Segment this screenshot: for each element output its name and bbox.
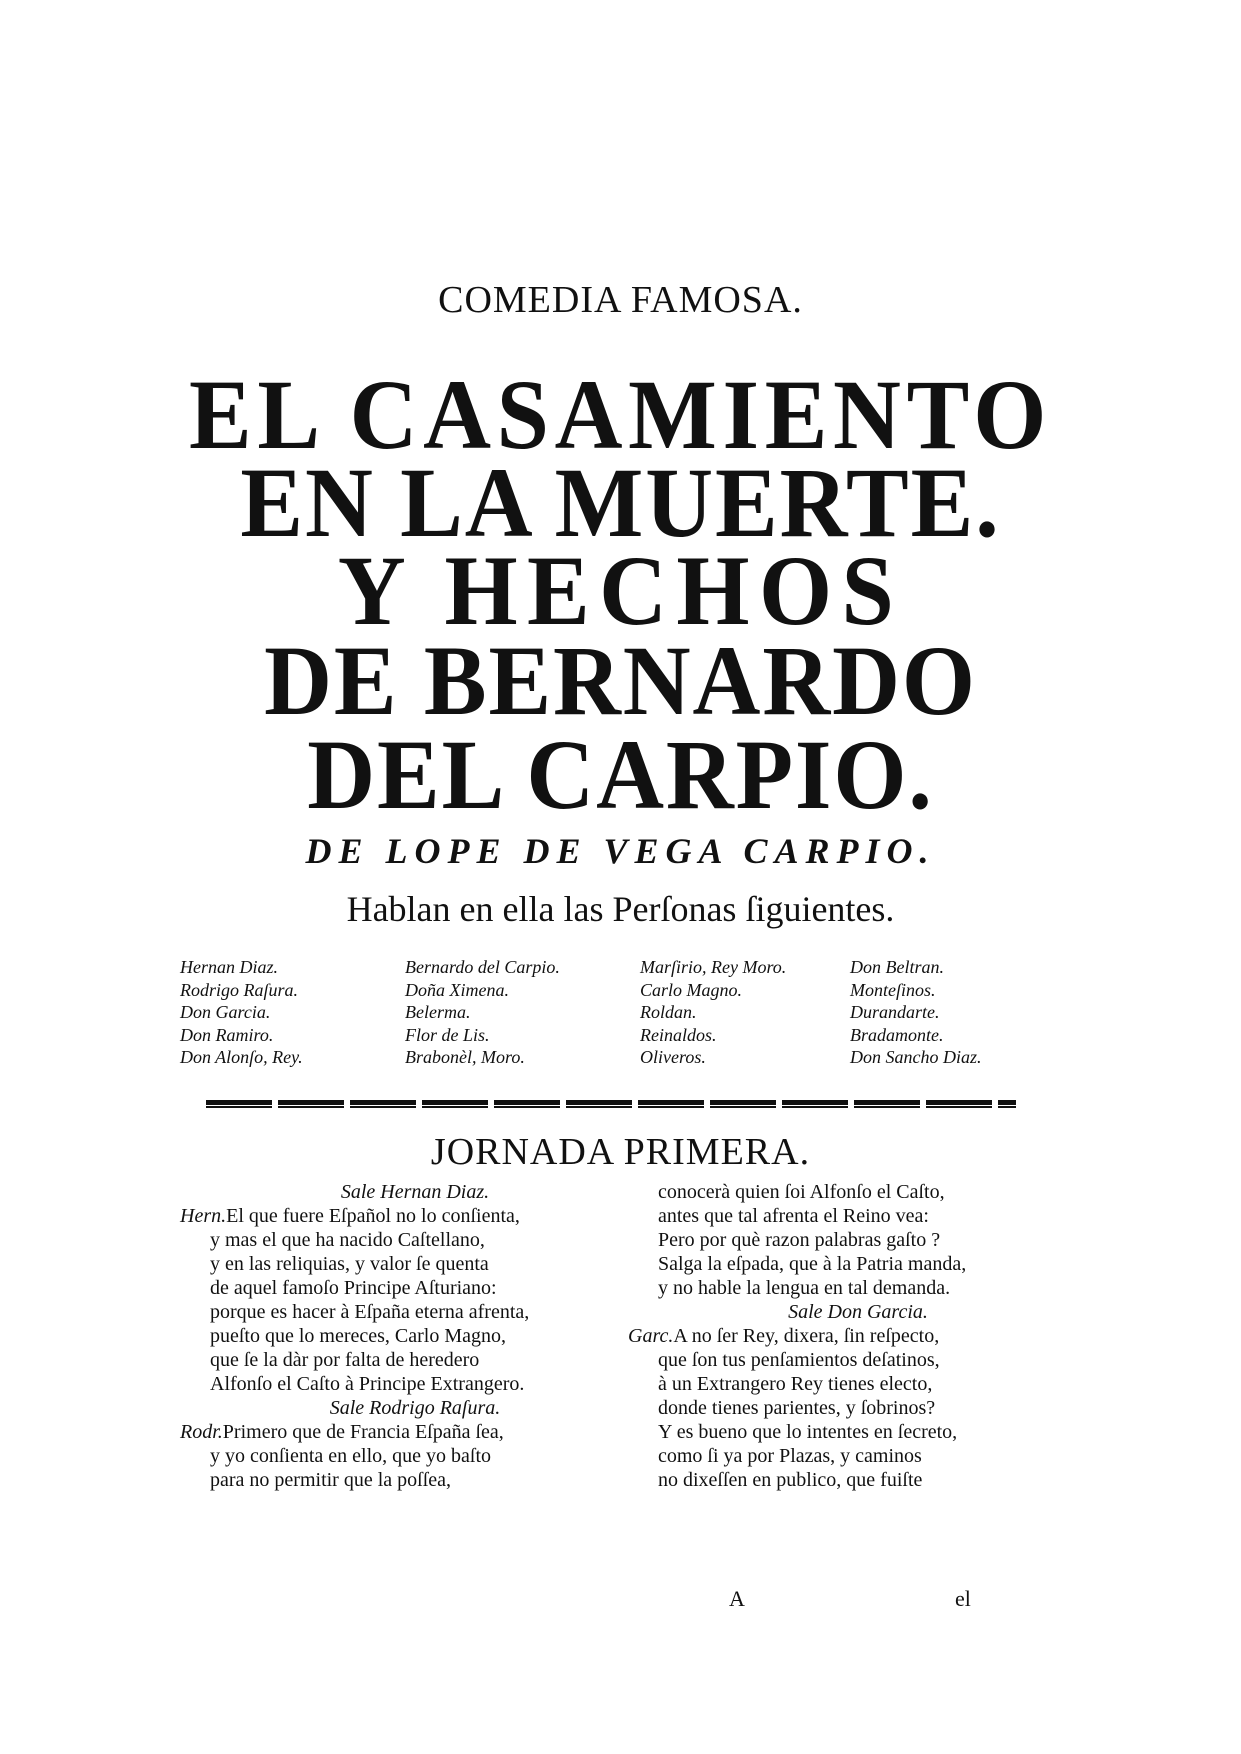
speaker-label: Hern. <box>180 1205 227 1227</box>
verse-line: porque es hacer à Eſpaña eterna afrenta, <box>210 1301 530 1323</box>
cast-name: Don Garcia. <box>180 1002 271 1022</box>
stage-direction: Sale Hernan Diaz. <box>340 1181 490 1203</box>
verse-line: como ſi ya por Plazas, y caminos <box>658 1445 922 1467</box>
cast-name: Doña Ximena. <box>405 979 509 1000</box>
cast-name: Hernan Diaz. <box>180 957 278 977</box>
text-column-right <box>628 1180 1048 1492</box>
verse-line: conocerà quien ſoi Alfonſo el Caſto, <box>658 1181 945 1203</box>
verse-text: Primero que de Francia Eſpaña ſea, <box>222 1421 504 1443</box>
verse-line: pueſto que lo mereces, Carlo Magno, <box>210 1325 507 1347</box>
speaker-label: Garc. <box>628 1325 674 1347</box>
cast-name: Don Beltran. <box>850 957 944 977</box>
verse-line: y no hable la lengua en tal demanda. <box>658 1277 951 1299</box>
title-line-2: EN LA MUERTE. <box>240 447 1001 558</box>
ornamental-rule-thin <box>206 1106 1016 1108</box>
cast-name: Don Alonſo, Rey. <box>180 1047 303 1067</box>
cast-name: Roldan. <box>640 1002 697 1022</box>
verse-line: de aquel famoſo Principe Aſturiano: <box>210 1277 497 1299</box>
cast-name: Bradamonte. <box>850 1024 944 1045</box>
cast-name: Oliveros. <box>640 1047 706 1067</box>
cast-name: Durandarte. <box>850 1002 940 1022</box>
ornamental-rule <box>206 1100 1016 1105</box>
signature-mark: A <box>729 1586 745 1611</box>
speech-line <box>628 1324 1048 1348</box>
verse-text: El que fuere Eſpañol no lo conſienta, <box>226 1205 520 1227</box>
cast-name: Don Sancho Diaz. <box>850 1047 982 1067</box>
verse-line: à un Extrangero Rey tienes electo, <box>658 1373 933 1395</box>
verse-line: Y es bueno que lo intentes en ſecreto, <box>658 1421 958 1443</box>
cast-column-4 <box>850 956 982 1069</box>
verse-line: Pero por què razon palabras gaſto ? <box>658 1229 941 1251</box>
cast-column-1 <box>180 956 303 1069</box>
stage-direction: Sale Don Garcia. <box>788 1301 928 1323</box>
cast-name: Reinaldos. <box>640 1024 717 1045</box>
verse-line: que ſon tus penſamientos deſatinos, <box>658 1349 940 1371</box>
cast-name: Bernardo del Carpio. <box>405 957 560 977</box>
cast-name: Carlo Magno. <box>640 979 743 1000</box>
title-line-4: DE BERNARDO <box>264 625 977 736</box>
speech-line <box>180 1204 610 1228</box>
stage-direction: Sale Rodrigo Raſura. <box>329 1397 501 1419</box>
cast-column-2 <box>405 956 560 1069</box>
cast-name: Belerma. <box>405 1002 471 1022</box>
author-line: DE LOPE DE VEGA CARPIO. <box>305 831 936 871</box>
speaker-label: Rodr. <box>180 1421 223 1443</box>
verse-line: no dixeſſen en publico, que fuiſte <box>658 1469 923 1491</box>
cast-name: Flor de Lis. <box>405 1024 490 1045</box>
verse-line: y en las reliquias, y valor ſe quenta <box>210 1253 489 1275</box>
cast-name: Don Ramiro. <box>180 1024 274 1045</box>
play-heading: COMEDIA FAMOSA. <box>438 279 803 321</box>
title-line-3: Y HECHOS <box>337 535 904 646</box>
text-column-left <box>180 1180 610 1492</box>
cast-column-3 <box>640 956 786 1069</box>
cast-name: Rodrigo Raſura. <box>180 979 299 1000</box>
verse-line: antes que tal afrenta el Reino vea: <box>658 1205 929 1227</box>
personas-intro: Hablan en ella las Perſonas ſiguientes. <box>346 889 895 929</box>
verse-line: donde tienes parientes, y ſobrinos? <box>658 1397 936 1419</box>
cast-name: Brabonèl, Moro. <box>405 1047 525 1067</box>
verse-line: Alfonſo el Caſto à Principe Extrangero. <box>210 1373 525 1395</box>
catchword: el <box>955 1586 971 1611</box>
title-line-5: DEL CARPIO. <box>307 719 934 830</box>
verse-line: para no permitir que la poſſea, <box>210 1469 452 1491</box>
verse-line: y mas el que ha nacido Caſtellano, <box>210 1229 485 1251</box>
cast-name: Marſirio, Rey Moro. <box>640 957 787 977</box>
speech-line <box>180 1420 610 1444</box>
verse-text: A no ſer Rey, dixera, ſin reſpecto, <box>673 1325 940 1347</box>
verse-line: que ſe la dàr por falta de heredero <box>210 1349 480 1371</box>
title-line-1: EL CASAMIENTO <box>189 359 1052 470</box>
cast-name: Monteſinos. <box>850 979 936 1000</box>
verse-line: Salga la eſpada, que à la Patria manda, <box>658 1253 967 1275</box>
act-title: JORNADA PRIMERA. <box>430 1131 811 1173</box>
verse-line: y yo conſienta en ello, que yo baſto <box>210 1445 492 1467</box>
